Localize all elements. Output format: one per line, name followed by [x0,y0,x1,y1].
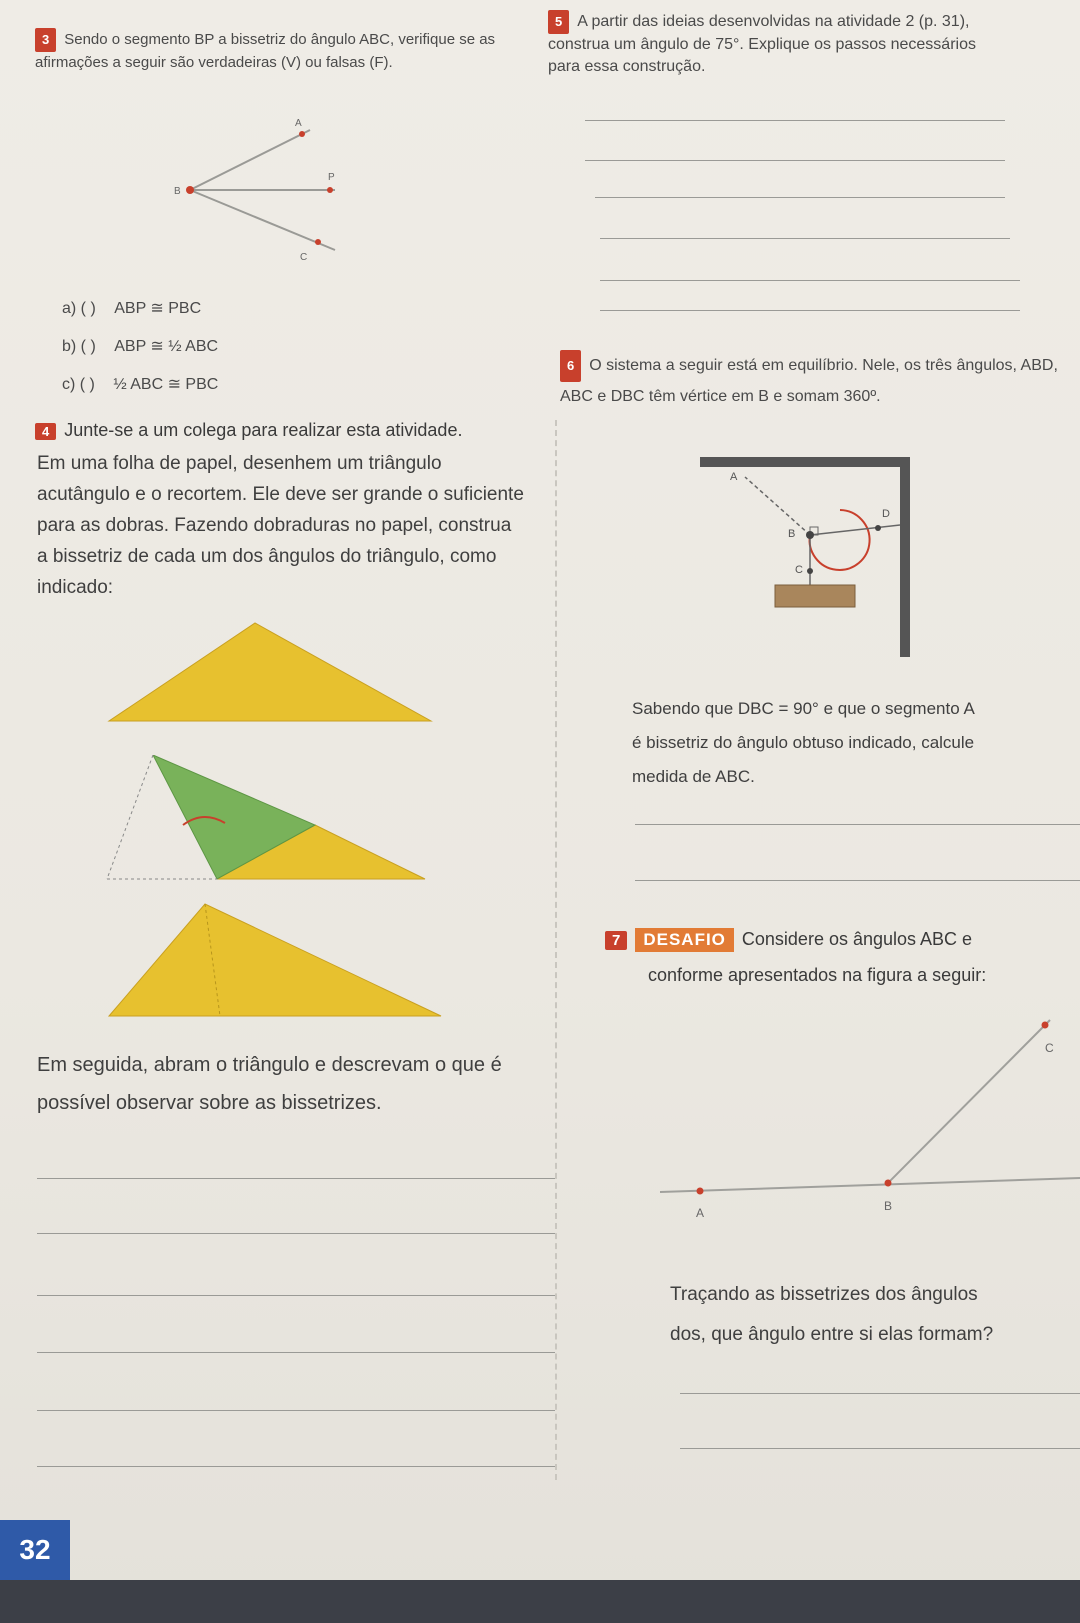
label-b: B [788,528,796,540]
equilibrium-figure [700,455,950,665]
bottom-bar [0,1580,1080,1623]
triangle-folded [105,755,435,885]
question-6-continuation: Sabendo que DBC = 90° e que o segmento A é bissetriz do ângulo obtuso indicado, calcule medida de ABC. [632,699,975,786]
obtuse-angle-arc [810,510,870,570]
triangle-bisector [105,900,445,1020]
label-c: C [300,252,308,263]
label-d: D [882,508,890,520]
point-a [697,1188,704,1195]
question-text: A partir das ideias desenvolvidas na atividade 2 (p. 31), construa um ângulo de 75°. Explique os passos necessários para essa construção. [548,13,976,75]
label-a: A [730,471,738,483]
question-6 [560,350,1060,412]
question-4-text: Em uma folha de papel, desenhem um triângulo acutângulo e o recortem. Ele deve ser grande o suficiente para as dobras. Fazendo dobraduras no papel, construa a bissetriz de cada um dos ângulos do triângulo, como indicado: [37,453,524,598]
question-5 [548,10,998,78]
q3-item-a: a) ( ) ABP ≅ PBC [62,300,202,317]
point-b [186,186,194,194]
label-a: A [295,118,302,129]
question-text: Sendo o segmento BP a bissetriz do ângulo ABC, verifique se as afirmações a seguir são verdadeiras (V) ou falsas (F). [35,31,496,71]
point-b [885,1180,892,1187]
question-3 [35,28,525,74]
q3-item-c: c) ( ) ½ ABC ≅ PBC [62,376,219,393]
label-c: C [795,564,803,576]
q3-items [62,290,218,404]
point-a [299,131,305,137]
question-text: Considere os ângulos ABC e [741,929,973,949]
label-a: A [696,1206,705,1220]
point-c [1042,1022,1049,1029]
question-7-continuation: Traçando as bissetrizes dos ângulos dos, que ângulo entre si elas formam? [670,1284,994,1345]
question-4-after-text: Em seguida, abram o triângulo e descrevam o que é possível observar sobre as bissetrizes. [37,1054,502,1114]
label-b: B [884,1199,893,1213]
question-number: 4 [35,423,56,440]
question-number: 7 [605,931,627,950]
question-4-title: 4 Junte-se a um colega para realizar esta atividade. [35,420,462,441]
angles-figure [660,1010,1080,1230]
desafio-badge: DESAFIO [635,928,734,952]
label-p: P [328,172,335,183]
q3-item-b: b) ( ) ABP ≅ ½ ABC [62,338,219,355]
point-p [327,187,333,193]
question-number: 6 [560,350,581,382]
question-7-text2: conforme apresentados na figura a seguir: [648,965,987,985]
triangle-whole [105,615,435,725]
bisector-figure [170,110,370,270]
label-b: B [174,186,181,197]
question-7 [605,928,1080,952]
question-text: O sistema a seguir está em equilíbrio. Nele, os três ângulos, ABD, ABC e DBC têm vértice em B e somam 360º. [560,357,1058,405]
question-number: 3 [35,28,56,52]
label-c: C [1045,1041,1054,1055]
point-c [315,239,321,245]
question-number: 5 [548,10,569,34]
page-number: 32 [0,1520,70,1580]
